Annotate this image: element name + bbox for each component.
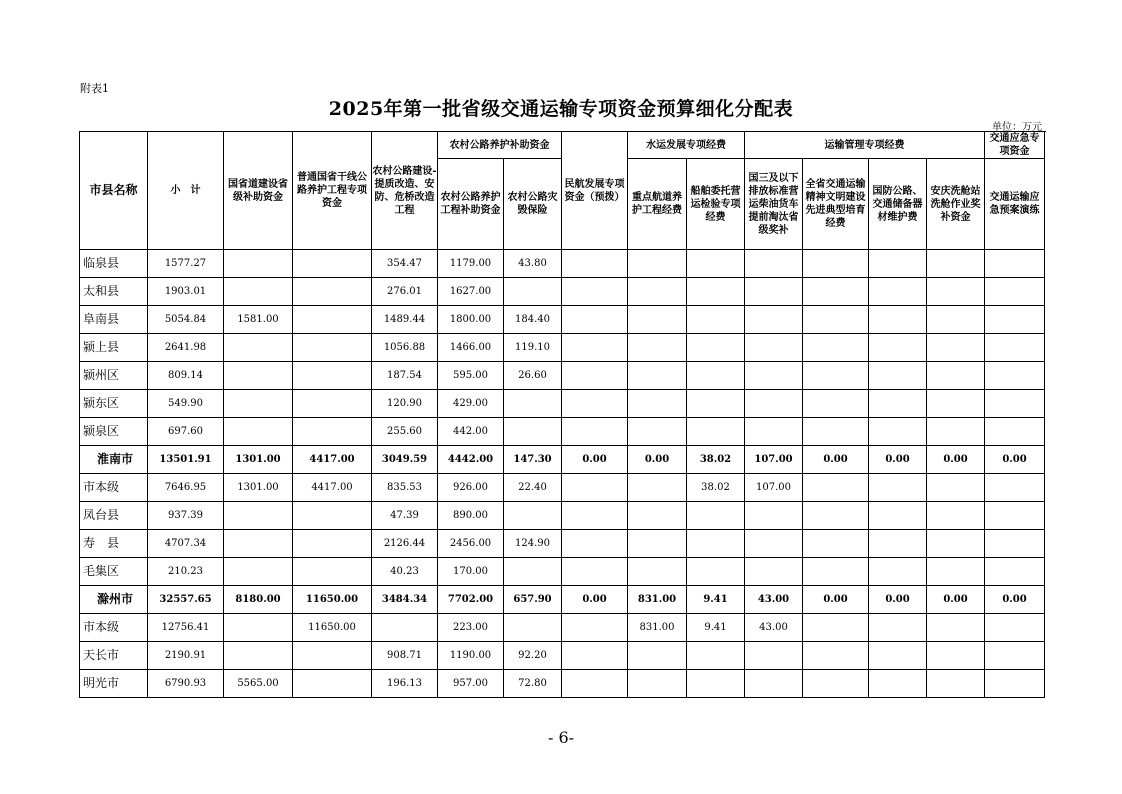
table-cell: 4442.00 xyxy=(438,446,504,474)
table-cell: 890.00 xyxy=(438,502,504,530)
table-cell xyxy=(628,306,687,334)
table-cell: 22.40 xyxy=(504,474,562,502)
table-cell xyxy=(687,558,745,586)
table-cell: 1301.00 xyxy=(224,474,293,502)
table-cell xyxy=(803,418,869,446)
table-cell: 549.90 xyxy=(148,390,224,418)
unit-label: 单位：万元 xyxy=(992,122,1042,133)
table-cell xyxy=(562,418,628,446)
table-cell xyxy=(687,362,745,390)
row-name: 明光市 xyxy=(80,670,148,698)
table-cell: 12756.41 xyxy=(148,614,224,642)
table-cell: 657.90 xyxy=(504,586,562,614)
table-cell: 40.23 xyxy=(372,558,438,586)
table-cell xyxy=(985,502,1045,530)
table-cell xyxy=(927,250,985,278)
table-cell xyxy=(745,390,803,418)
attachment-label: 附表1 xyxy=(80,82,109,95)
table-cell xyxy=(224,642,293,670)
table-cell xyxy=(562,362,628,390)
table-cell xyxy=(224,334,293,362)
row-name: 临泉县 xyxy=(80,250,148,278)
header-diesel-truck: 国三及以下排放标准营运柴油货车提前淘汰省级奖补 xyxy=(745,159,803,250)
table-cell xyxy=(562,614,628,642)
header-ship-inspection: 船舶委托营运检验专项经费 xyxy=(687,159,745,250)
table-cell: 7702.00 xyxy=(438,586,504,614)
table-cell xyxy=(224,418,293,446)
table-row-city xyxy=(80,586,1045,614)
table-cell xyxy=(985,642,1045,670)
table-cell: 831.00 xyxy=(628,586,687,614)
table-cell: 107.00 xyxy=(745,446,803,474)
table-cell xyxy=(745,558,803,586)
table-cell: 11650.00 xyxy=(293,614,372,642)
table-cell xyxy=(869,390,927,418)
table-cell xyxy=(927,390,985,418)
table-cell xyxy=(293,390,372,418)
table-cell: 442.00 xyxy=(438,418,504,446)
table-row-city xyxy=(80,446,1045,474)
table-cell: 170.00 xyxy=(438,558,504,586)
table-cell xyxy=(985,418,1045,446)
table-cell xyxy=(628,334,687,362)
table-cell xyxy=(562,670,628,698)
header-transport-group: 运输管理专项经费 xyxy=(745,132,985,159)
table-row xyxy=(80,306,1045,334)
table-cell xyxy=(628,558,687,586)
row-name: 阜南县 xyxy=(80,306,148,334)
table-cell xyxy=(687,502,745,530)
table-cell: 26.60 xyxy=(504,362,562,390)
table-cell: 47.39 xyxy=(372,502,438,530)
table-cell: 0.00 xyxy=(562,586,628,614)
table-cell xyxy=(745,334,803,362)
table-cell: 5054.84 xyxy=(148,306,224,334)
table-cell xyxy=(803,614,869,642)
table-cell: 276.01 xyxy=(372,278,438,306)
row-name: 颍泉区 xyxy=(80,418,148,446)
table-cell xyxy=(803,278,869,306)
table-cell xyxy=(869,278,927,306)
table-cell xyxy=(504,558,562,586)
table-cell xyxy=(803,474,869,502)
table-cell: 831.00 xyxy=(628,614,687,642)
table-cell: 1179.00 xyxy=(438,250,504,278)
table-cell xyxy=(927,278,985,306)
table-cell: 354.47 xyxy=(372,250,438,278)
row-name: 颍东区 xyxy=(80,390,148,418)
table-cell xyxy=(745,502,803,530)
table-cell xyxy=(985,362,1045,390)
table-cell xyxy=(628,642,687,670)
table-cell: 0.00 xyxy=(985,446,1045,474)
table-cell xyxy=(803,642,869,670)
table-cell xyxy=(628,362,687,390)
table-cell xyxy=(927,670,985,698)
table-cell xyxy=(224,558,293,586)
table-cell xyxy=(869,558,927,586)
table-cell: 4417.00 xyxy=(293,446,372,474)
table-cell xyxy=(293,418,372,446)
table-cell xyxy=(293,530,372,558)
table-cell xyxy=(504,614,562,642)
table-cell: 1903.01 xyxy=(148,278,224,306)
table-cell: 2190.91 xyxy=(148,642,224,670)
table-cell xyxy=(562,558,628,586)
table-cell: 7646.95 xyxy=(148,474,224,502)
table-cell xyxy=(927,474,985,502)
table-cell: 107.00 xyxy=(745,474,803,502)
table-cell xyxy=(293,558,372,586)
table-cell xyxy=(562,642,628,670)
table-cell xyxy=(687,278,745,306)
table-cell xyxy=(224,250,293,278)
table-cell: 2456.00 xyxy=(438,530,504,558)
table-cell xyxy=(985,614,1045,642)
table-cell xyxy=(985,306,1045,334)
table-row xyxy=(80,334,1045,362)
table-cell xyxy=(562,278,628,306)
table-cell: 9.41 xyxy=(687,614,745,642)
table-cell: 223.00 xyxy=(438,614,504,642)
table-cell xyxy=(562,334,628,362)
table-cell: 0.00 xyxy=(803,586,869,614)
header-waterway-maintenance: 重点航道养护工程经费 xyxy=(628,159,687,250)
table-cell xyxy=(293,362,372,390)
header-emergency-drill: 交通运输应急预案演练 xyxy=(985,159,1045,250)
table-cell xyxy=(927,334,985,362)
table-cell: 2126.44 xyxy=(372,530,438,558)
table-cell: 32557.65 xyxy=(148,586,224,614)
table-cell xyxy=(927,614,985,642)
table-cell: 0.00 xyxy=(869,586,927,614)
table-cell xyxy=(687,306,745,334)
table-cell xyxy=(803,362,869,390)
table-cell xyxy=(628,502,687,530)
table-cell xyxy=(869,334,927,362)
table-cell xyxy=(803,334,869,362)
table-cell: 1190.00 xyxy=(438,642,504,670)
table-cell xyxy=(869,642,927,670)
table-cell: 196.13 xyxy=(372,670,438,698)
table-cell xyxy=(927,558,985,586)
table-cell xyxy=(687,250,745,278)
table-cell: 3049.59 xyxy=(372,446,438,474)
row-name: 淮南市 xyxy=(80,446,148,474)
table-cell: 119.10 xyxy=(504,334,562,362)
table-cell: 1056.88 xyxy=(372,334,438,362)
table-cell xyxy=(803,502,869,530)
table-cell xyxy=(927,530,985,558)
table-cell: 43.80 xyxy=(504,250,562,278)
table-cell: 3484.34 xyxy=(372,586,438,614)
table-cell xyxy=(803,250,869,278)
table-cell xyxy=(628,390,687,418)
table-cell xyxy=(687,670,745,698)
table-cell: 0.00 xyxy=(985,586,1045,614)
table-cell: 595.00 xyxy=(438,362,504,390)
table-cell: 1466.00 xyxy=(438,334,504,362)
table-cell: 1581.00 xyxy=(224,306,293,334)
table-cell: 13501.91 xyxy=(148,446,224,474)
table-cell xyxy=(224,278,293,306)
table-cell xyxy=(869,306,927,334)
table-cell xyxy=(372,614,438,642)
table-cell: 1800.00 xyxy=(438,306,504,334)
table-cell: 147.30 xyxy=(504,446,562,474)
table-row xyxy=(80,642,1045,670)
table-cell xyxy=(985,278,1045,306)
table-cell: 1301.00 xyxy=(224,446,293,474)
page-number: - 6- xyxy=(547,728,575,747)
table-cell: 5565.00 xyxy=(224,670,293,698)
table-row xyxy=(80,278,1045,306)
table-cell xyxy=(745,250,803,278)
table-cell xyxy=(224,362,293,390)
table-cell xyxy=(985,530,1045,558)
table-cell: 9.41 xyxy=(687,586,745,614)
header-rural-construction: 农村公路建设-提质改造、安防、危桥改造工程 xyxy=(372,132,438,250)
table-cell xyxy=(803,390,869,418)
table-cell xyxy=(628,670,687,698)
table-cell xyxy=(293,306,372,334)
table-cell: 2641.98 xyxy=(148,334,224,362)
table-cell: 120.90 xyxy=(372,390,438,418)
table-cell: 1489.44 xyxy=(372,306,438,334)
header-anqing-ship: 安庆洗舱站洗舱作业奖补资金 xyxy=(927,159,985,250)
table-cell: 6790.93 xyxy=(148,670,224,698)
header-civil-aviation: 民航发展专项资金（预拨） xyxy=(562,132,628,250)
table-cell: 43.00 xyxy=(745,614,803,642)
table-cell: 8180.00 xyxy=(224,586,293,614)
table-cell xyxy=(803,306,869,334)
table-cell: 1627.00 xyxy=(438,278,504,306)
page-title: 2025年第一批省级交通运输专项资金预算细化分配表 xyxy=(328,98,794,120)
table-cell: 0.00 xyxy=(803,446,869,474)
table-cell xyxy=(803,558,869,586)
table-cell: 429.00 xyxy=(438,390,504,418)
table-cell: 957.00 xyxy=(438,670,504,698)
table-cell: 0.00 xyxy=(628,446,687,474)
table-cell xyxy=(745,670,803,698)
row-name: 滁州市 xyxy=(80,586,148,614)
table-cell xyxy=(745,530,803,558)
table-cell xyxy=(687,334,745,362)
allocation-table xyxy=(79,131,1045,698)
header-name: 市县名称 xyxy=(80,132,148,250)
table-cell xyxy=(628,418,687,446)
table-cell xyxy=(927,642,985,670)
table-row xyxy=(80,474,1045,502)
table-cell xyxy=(628,278,687,306)
table-cell: 4707.34 xyxy=(148,530,224,558)
table-cell xyxy=(985,334,1045,362)
table-cell xyxy=(927,362,985,390)
table-cell xyxy=(504,418,562,446)
table-cell: 0.00 xyxy=(927,446,985,474)
header-subtotal: 小 计 xyxy=(148,132,224,250)
table-cell xyxy=(293,278,372,306)
table-cell xyxy=(504,390,562,418)
table-cell xyxy=(745,306,803,334)
table-cell xyxy=(985,250,1045,278)
table-cell xyxy=(869,530,927,558)
table-cell xyxy=(745,642,803,670)
row-name: 毛集区 xyxy=(80,558,148,586)
header-equipment-maintenance: 国防公路、交通储备器材维护费 xyxy=(869,159,927,250)
table-cell xyxy=(869,362,927,390)
table-cell xyxy=(562,474,628,502)
header-trunk-maintenance: 普通国省干线公路养护工程专项资金 xyxy=(293,132,372,250)
table-cell xyxy=(562,530,628,558)
table-cell xyxy=(869,474,927,502)
table-cell xyxy=(562,502,628,530)
table-cell xyxy=(803,670,869,698)
table-cell xyxy=(927,306,985,334)
table-cell xyxy=(293,642,372,670)
table-cell: 11650.00 xyxy=(293,586,372,614)
header-national-road: 国省道建设省级补助资金 xyxy=(224,132,293,250)
table-row xyxy=(80,250,1045,278)
table-cell: 926.00 xyxy=(438,474,504,502)
row-name: 太和县 xyxy=(80,278,148,306)
table-cell xyxy=(224,502,293,530)
row-name: 市本级 xyxy=(80,474,148,502)
header-rural-maintenance-subsidy: 农村公路养护工程补助资金 xyxy=(438,159,504,250)
row-name: 市本级 xyxy=(80,614,148,642)
table-cell: 835.53 xyxy=(372,474,438,502)
table-row xyxy=(80,418,1045,446)
table-row xyxy=(80,530,1045,558)
table-cell xyxy=(504,502,562,530)
table-cell: 187.54 xyxy=(372,362,438,390)
table-cell xyxy=(985,558,1045,586)
table-cell xyxy=(224,614,293,642)
table-cell xyxy=(628,474,687,502)
table-cell xyxy=(927,502,985,530)
table-row xyxy=(80,362,1045,390)
table-cell: 0.00 xyxy=(869,446,927,474)
table-cell xyxy=(293,670,372,698)
table-cell: 937.39 xyxy=(148,502,224,530)
table-row xyxy=(80,502,1045,530)
table-cell xyxy=(224,390,293,418)
table-cell: 184.40 xyxy=(504,306,562,334)
table-row xyxy=(80,614,1045,642)
header-rural-maintenance-group: 农村公路养护补助资金 xyxy=(438,132,562,159)
table-cell xyxy=(869,250,927,278)
header-water-group: 水运发展专项经费 xyxy=(628,132,745,159)
table-cell xyxy=(745,362,803,390)
table-row xyxy=(80,558,1045,586)
table-cell xyxy=(869,614,927,642)
table-cell: 38.02 xyxy=(687,446,745,474)
table-cell xyxy=(985,390,1045,418)
table-cell xyxy=(985,670,1045,698)
table-cell: 0.00 xyxy=(927,586,985,614)
table-cell xyxy=(687,530,745,558)
table-cell xyxy=(687,390,745,418)
table-cell: 43.00 xyxy=(745,586,803,614)
header-rural-disaster-insurance: 农村公路灾毁保险 xyxy=(504,159,562,250)
row-name: 颍上县 xyxy=(80,334,148,362)
row-name: 寿 县 xyxy=(80,530,148,558)
table-cell xyxy=(745,418,803,446)
table-cell xyxy=(687,642,745,670)
table-cell: 72.80 xyxy=(504,670,562,698)
header-civilization-building: 全省交通运输精神文明建设先进典型培育经费 xyxy=(803,159,869,250)
table-cell: 210.23 xyxy=(148,558,224,586)
table-cell xyxy=(562,306,628,334)
table-cell xyxy=(293,250,372,278)
table-cell: 697.60 xyxy=(148,418,224,446)
table-cell xyxy=(628,250,687,278)
table-cell xyxy=(745,278,803,306)
table-cell xyxy=(803,530,869,558)
table-cell xyxy=(869,418,927,446)
table-cell: 38.02 xyxy=(687,474,745,502)
row-name: 凤台县 xyxy=(80,502,148,530)
header-emergency-group: 交通应急专项资金 xyxy=(985,132,1045,159)
table-cell: 255.60 xyxy=(372,418,438,446)
table-cell: 124.90 xyxy=(504,530,562,558)
table-cell: 92.20 xyxy=(504,642,562,670)
table-cell: 908.71 xyxy=(372,642,438,670)
table-cell: 0.00 xyxy=(562,446,628,474)
table-cell: 4417.00 xyxy=(293,474,372,502)
table-row xyxy=(80,670,1045,698)
row-name: 颍州区 xyxy=(80,362,148,390)
table-cell xyxy=(927,418,985,446)
table-cell xyxy=(562,390,628,418)
row-name: 天长市 xyxy=(80,642,148,670)
table-cell xyxy=(562,250,628,278)
table-cell: 1577.27 xyxy=(148,250,224,278)
table-row xyxy=(80,390,1045,418)
table-cell: 809.14 xyxy=(148,362,224,390)
table-cell xyxy=(293,502,372,530)
table-cell xyxy=(869,502,927,530)
table-cell xyxy=(293,334,372,362)
table-cell xyxy=(985,474,1045,502)
table-cell xyxy=(628,530,687,558)
table-cell xyxy=(504,278,562,306)
table-cell xyxy=(869,670,927,698)
table-cell xyxy=(224,530,293,558)
table-cell xyxy=(687,418,745,446)
